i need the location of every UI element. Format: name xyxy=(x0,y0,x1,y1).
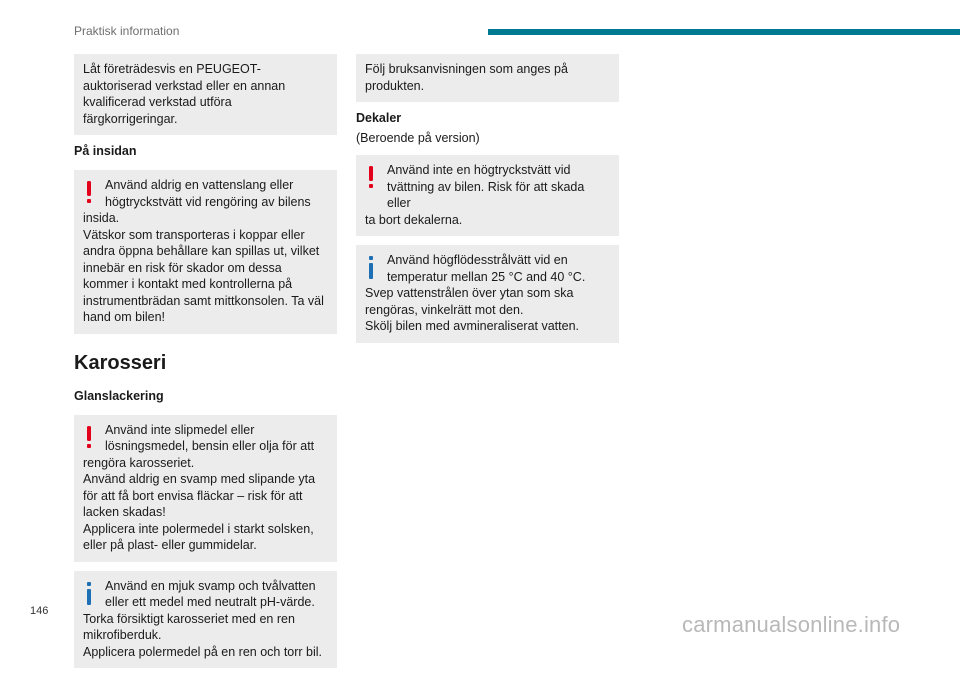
info-box-color-correction xyxy=(74,54,337,135)
exclamation-icon xyxy=(366,166,376,190)
info-icon xyxy=(84,582,94,606)
version-note: (Beroende på version) xyxy=(356,131,480,145)
info-box-product xyxy=(356,54,619,102)
right-column xyxy=(356,54,619,352)
info-box-gloss xyxy=(74,571,337,669)
header-title: Praktisk information xyxy=(74,24,180,38)
info-icon xyxy=(366,256,376,280)
exclamation-icon xyxy=(84,181,94,205)
box-text-first: Använd inte en högtryckstvätt vid tvättning av bilen. Risk för att skada eller xyxy=(387,163,585,210)
watermark: carmanualsonline.info xyxy=(682,612,901,637)
header-accent-bar xyxy=(488,29,960,35)
box-text-first: Använd högflödesstrålvätt vid en temperatur mellan 25 °C and 40 °C. xyxy=(387,253,586,284)
box-text: insida. Vätskor som transporteras i koppar eller andra öppna behållare kan spillas ut, vilket innebär en risk för skador om dessa kommer i kontakt med kontrollerna på instrumentbrädan samt mittkonsolen. Ta väl hand om bilen! xyxy=(83,211,324,324)
box-text-first: Använd aldrig en vattenslang eller högtryckstvätt vid rengöring av bilens xyxy=(105,178,311,209)
box-text: ta bort dekalerna. xyxy=(365,212,463,227)
left-column xyxy=(74,54,337,677)
info-box-decals xyxy=(356,245,619,343)
exclamation-icon xyxy=(84,426,94,450)
heading-inside: På insidan xyxy=(74,144,137,158)
warning-box-decals xyxy=(356,155,619,236)
box-text: Låt företrädesvis en PEUGEOT-auktoriserad verkstad eller en annan kvalificerad verkstad utföra färgkorrigeringar. xyxy=(83,62,286,126)
box-text: Följ bruksanvisningen som anges på produkten. xyxy=(365,62,568,93)
page-number: 146 xyxy=(30,605,49,617)
heading-gloss: Glanslackering xyxy=(74,388,164,403)
box-text-first: Använd en mjuk svamp och tvålvatten eller ett medel med neutralt pH-värde. xyxy=(105,578,316,609)
heading-decals: Dekaler xyxy=(356,111,402,125)
section-title: Karosseri xyxy=(74,351,167,374)
warning-box-gloss xyxy=(74,415,337,562)
warning-box-inside xyxy=(74,170,337,334)
box-text: Torka försiktigt karosseriet med en ren mikrofiberduk. Applicera polermedel på en ren och torr bil. xyxy=(83,611,323,659)
box-text: rengöra karosseriet. Använd aldrig en svamp med slipande yta för att få bort envisa fläckar – risk för att lacken skadas! Applicera inte polermedel i starkt solsken, eller på plast- eller gummidelar. xyxy=(83,455,316,552)
box-text: Svep vattenstrålen över ytan som ska rengöras, vinkelrätt mot den. Skölj bilen med avmineraliserat vatten. xyxy=(365,286,579,333)
box-text-first: Använd inte slipmedel eller lösningsmedel, bensin eller olja för att xyxy=(105,422,315,453)
